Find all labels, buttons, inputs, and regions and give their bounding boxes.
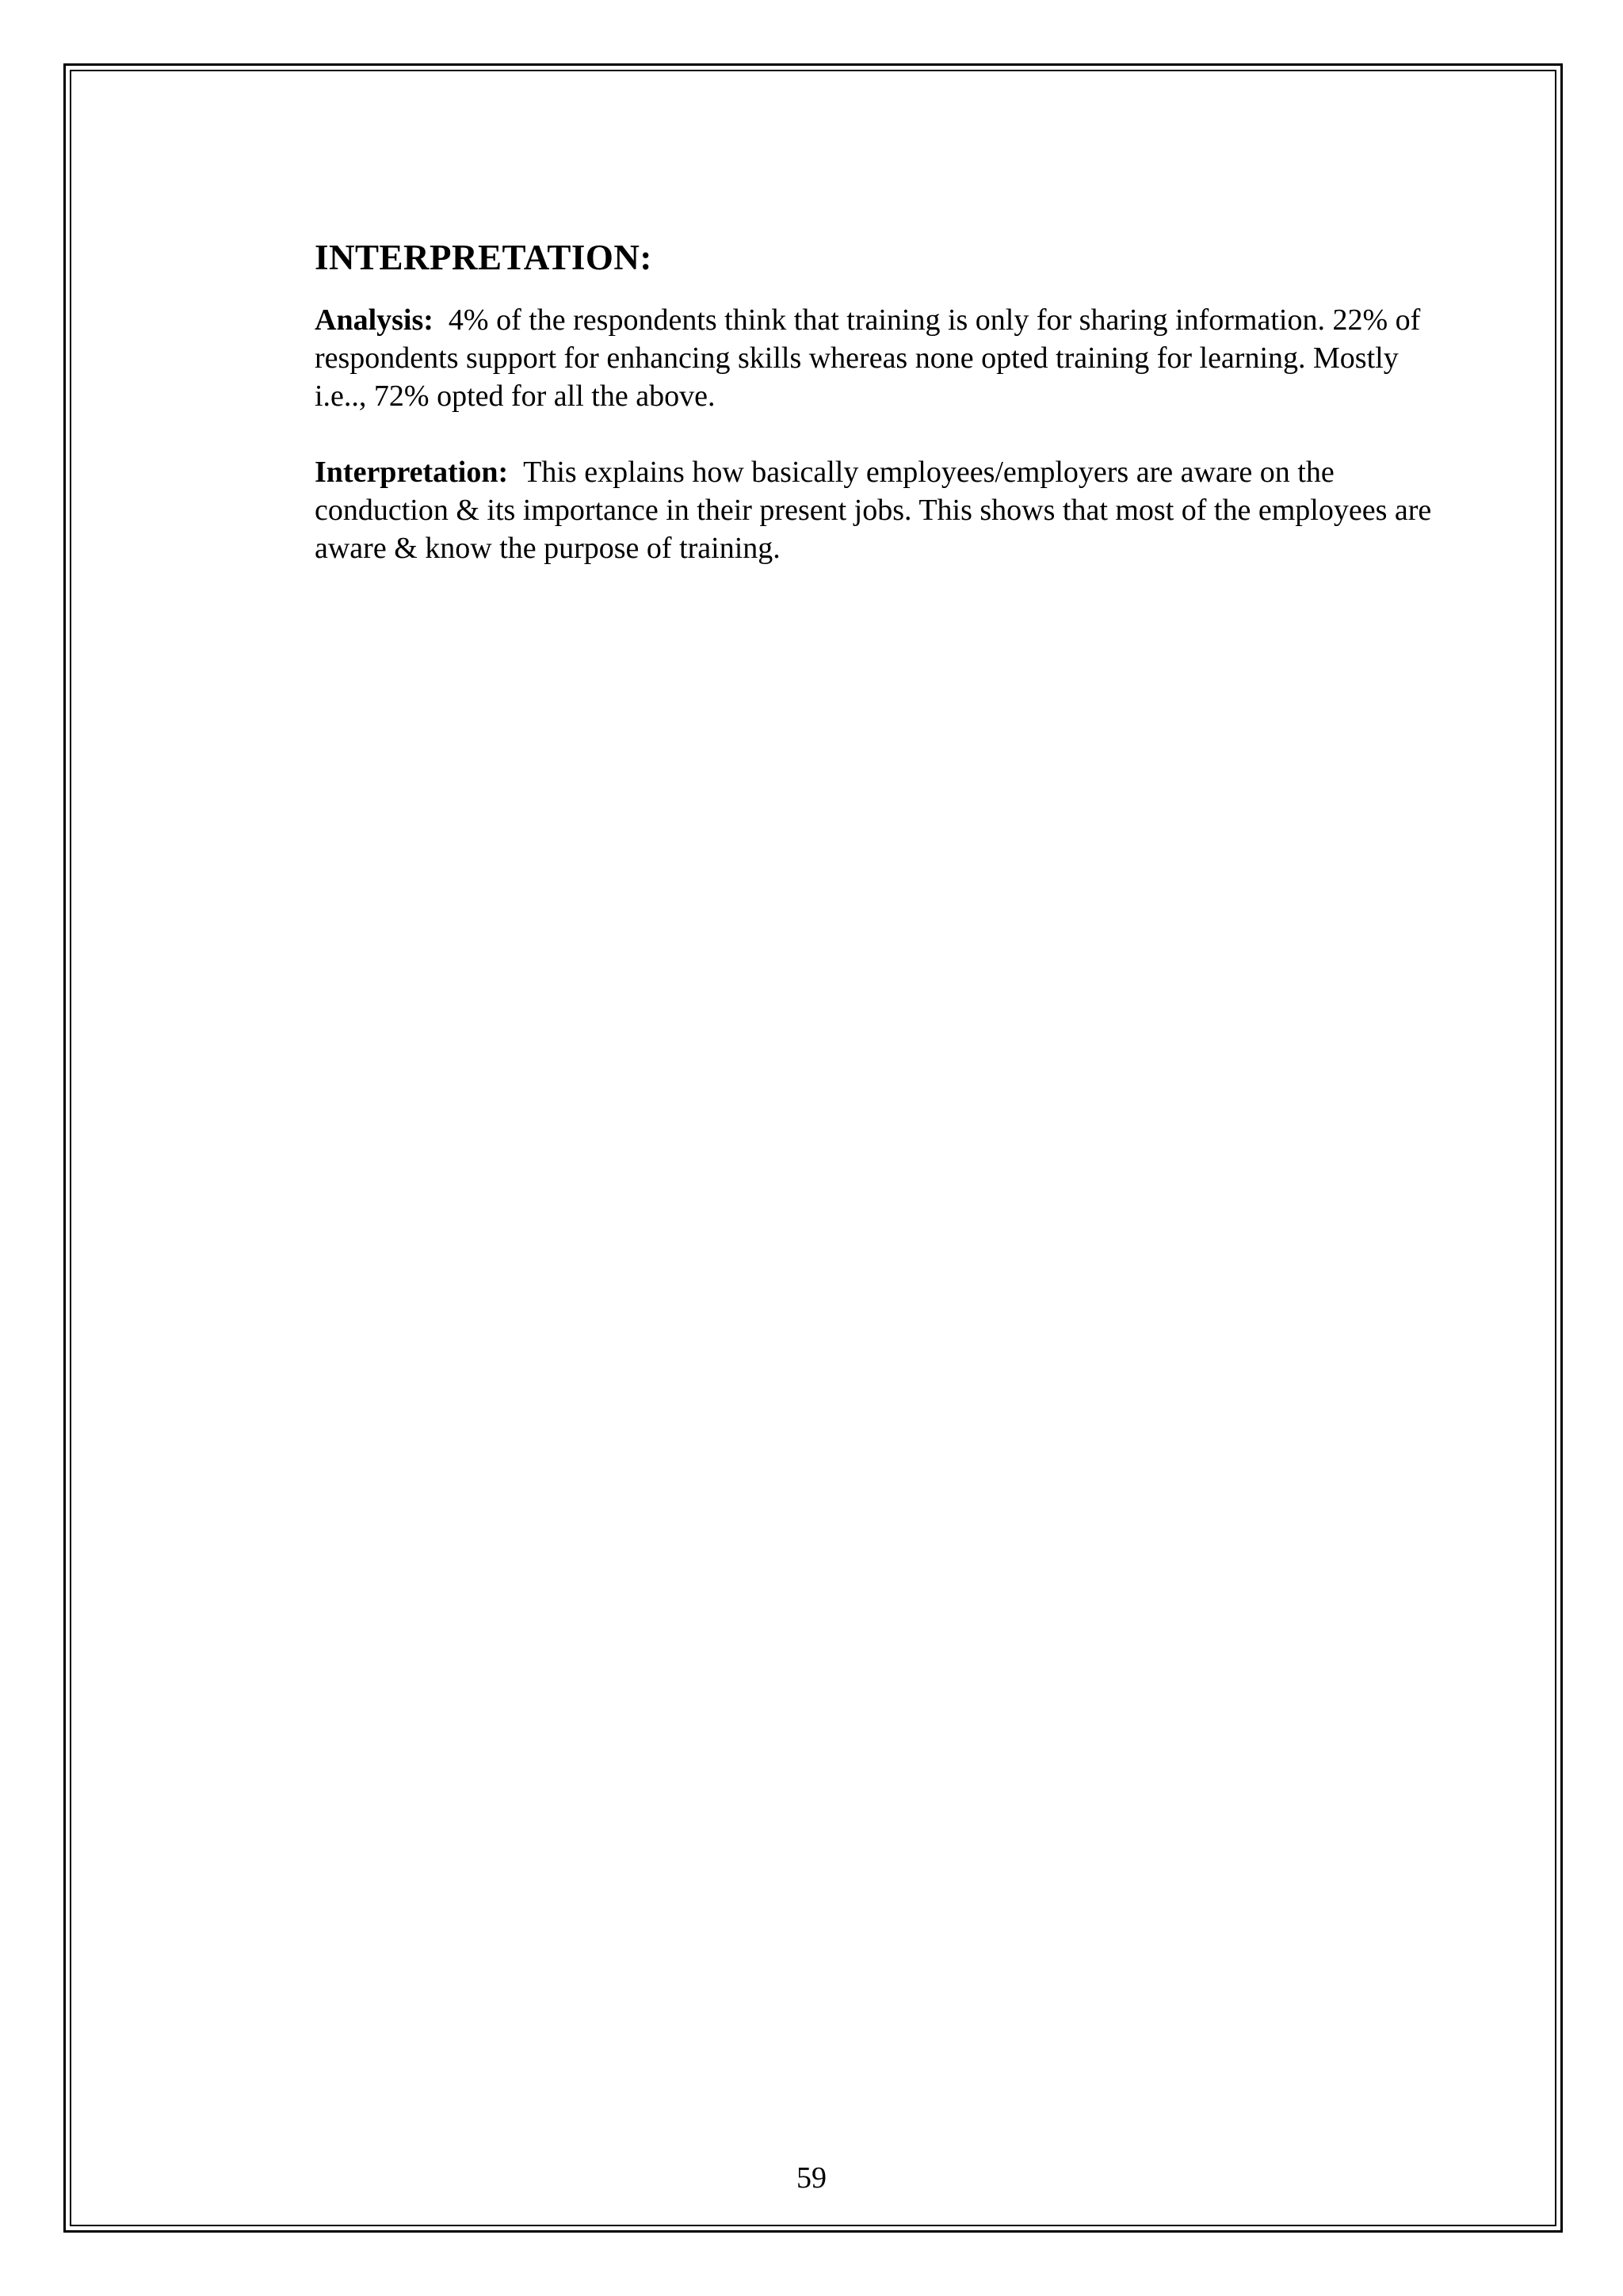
page-number: 59 xyxy=(796,2161,827,2195)
analysis-label: Analysis: xyxy=(315,303,433,337)
interpretation-paragraph xyxy=(315,453,1440,567)
page-content xyxy=(315,236,1440,605)
section-heading: INTERPRETATION: xyxy=(315,238,652,277)
analysis-paragraph xyxy=(315,301,1440,415)
interpretation-text: This explains how basically employees/employers are aware on the conduction & its importance in their present jobs. This shows that most of the employees are aware & know the purpose of training. xyxy=(315,456,1432,565)
analysis-text: 4% of the respondents think that training is only for sharing information. 22% of respondents support for enhancing skills whereas none opted training for learning. Mostly i.e.., 72% opted for all the above. xyxy=(315,303,1421,413)
interpretation-label: Interpretation: xyxy=(315,456,509,489)
